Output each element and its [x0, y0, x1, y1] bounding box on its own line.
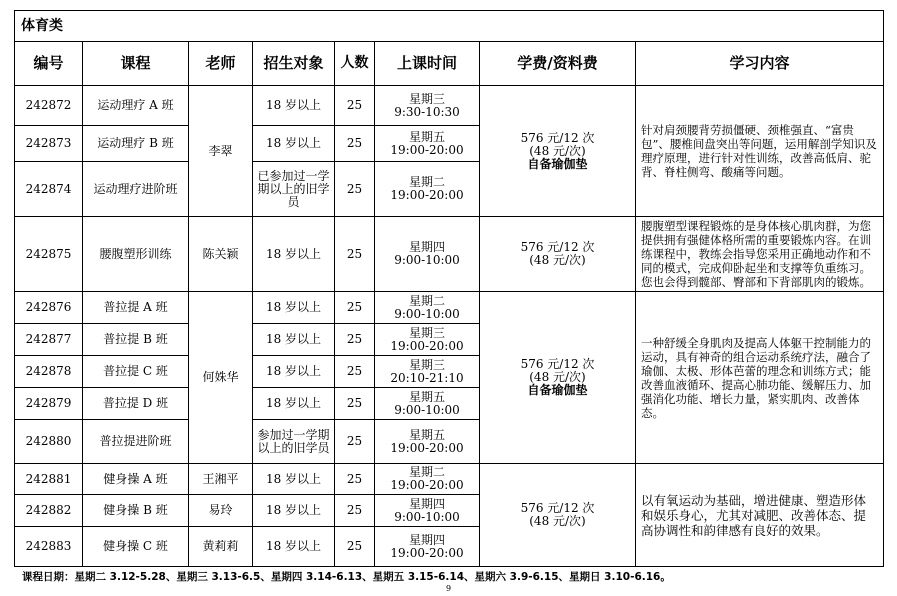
fee-cell	[480, 217, 636, 292]
course-code: 242880	[15, 420, 83, 464]
course-content: 一种舒缓全身肌肉及提高人体躯干控制能力的运动，具有神奇的组合运动系统疗法，融合了瑜伽、太极、形体芭蕾的理念和训练方式；能改善血液循环、提高心肺功能、缓解压力、加强消化功能、增长力量，紧实肌肉、改善体态。	[636, 292, 884, 464]
audience: 18 岁以上	[253, 495, 335, 527]
class-hours: 19:00-20:00	[390, 142, 464, 157]
class-hours: 9:30-10:30	[394, 104, 460, 119]
course-name: 健身操 C 班	[83, 527, 189, 567]
fee-total: 576 元/12 次	[520, 501, 595, 515]
class-size: 25	[335, 464, 375, 495]
class-time	[375, 495, 480, 527]
fee-cell	[480, 292, 636, 464]
table-row	[15, 217, 884, 292]
class-time	[375, 420, 480, 464]
course-code: 242877	[15, 324, 83, 356]
class-hours: 9:00-10:00	[394, 306, 460, 321]
class-time	[375, 527, 480, 567]
audience: 18 岁以上	[253, 324, 335, 356]
fee-total: 576 元/12 次	[520, 130, 595, 145]
header-fee: 学费/资料费	[480, 42, 636, 86]
audience: 18 岁以上	[253, 292, 335, 324]
course-code: 242883	[15, 527, 83, 567]
class-hours: 19:00-20:00	[390, 338, 464, 353]
fee-cell	[480, 86, 636, 217]
class-day: 星期五	[408, 427, 445, 442]
class-size: 25	[335, 495, 375, 527]
audience: 18 岁以上	[253, 388, 335, 420]
fee-cell	[480, 464, 636, 567]
class-hours: 19:00-20:00	[390, 478, 464, 492]
class-day: 星期五	[408, 389, 445, 404]
class-hours: 9:00-10:00	[394, 253, 460, 267]
class-time	[375, 388, 480, 420]
table-row	[15, 86, 884, 126]
class-hours: 9:00-10:00	[394, 509, 460, 524]
class-day: 星期三	[408, 325, 445, 340]
course-name: 普拉提 D 班	[83, 388, 189, 420]
teacher-name: 易玲	[189, 495, 253, 527]
audience: 18 岁以上	[253, 126, 335, 162]
teacher-name: 黄莉莉	[189, 527, 253, 567]
class-time	[375, 217, 480, 292]
course-code: 242874	[15, 162, 83, 217]
course-code: 242878	[15, 356, 83, 388]
class-time	[375, 324, 480, 356]
course-name: 运动理疗 B 班	[83, 126, 189, 162]
class-day: 星期三	[408, 357, 445, 372]
class-size: 25	[335, 420, 375, 464]
class-day: 星期五	[408, 129, 445, 144]
class-size: 25	[335, 527, 375, 567]
course-code: 242875	[15, 217, 83, 292]
class-day: 星期二	[408, 293, 445, 308]
class-size: 25	[335, 162, 375, 217]
course-code: 242881	[15, 464, 83, 495]
teacher-name: 何姝华	[189, 292, 253, 464]
teacher-name: 李翠	[189, 86, 253, 217]
class-day: 星期四	[408, 240, 445, 254]
fee-per-session: (48 元/次)	[529, 253, 586, 267]
header-teacher: 老师	[189, 42, 253, 86]
class-time	[375, 464, 480, 495]
fee-total: 576 元/12 次	[520, 357, 595, 371]
course-name: 腰腹塑形训练	[83, 217, 189, 292]
class-time	[375, 292, 480, 324]
header-content: 学习内容	[636, 42, 884, 86]
course-name: 运动理疗进阶班	[83, 162, 189, 217]
class-day: 星期三	[408, 91, 445, 106]
audience: 18 岁以上	[253, 217, 335, 292]
class-size: 25	[335, 126, 375, 162]
category-title: 体育类	[15, 11, 884, 42]
class-hours: 20:10-21:10	[390, 370, 464, 385]
header-time: 上课时间	[375, 42, 480, 86]
class-hours: 19:00-20:00	[390, 440, 464, 455]
course-name: 普拉提 B 班	[83, 324, 189, 356]
class-size: 25	[335, 217, 375, 292]
header-count: 人数	[335, 42, 375, 86]
course-name: 普拉提 A 班	[83, 292, 189, 324]
course-name: 运动理疗 A 班	[83, 86, 189, 126]
page-number: 9	[446, 584, 452, 593]
table-row	[15, 292, 884, 324]
class-time	[375, 86, 480, 126]
teacher-name: 陈关颖	[189, 217, 253, 292]
course-dates-footer: 课程日期：星期二 3.12-5.28、星期三 3.13-6.5、星期四 3.14-6.13、星期五 3.15-6.14、星期六 3.9-6.15、星期日 3.10-6.16。	[22, 571, 671, 583]
course-code: 242879	[15, 388, 83, 420]
class-time	[375, 162, 480, 217]
course-name: 健身操 B 班	[83, 495, 189, 527]
audience: 参加过一学期以上的旧学员	[253, 420, 335, 464]
header-audience: 招生对象	[253, 42, 335, 86]
course-name: 普拉提 C 班	[83, 356, 189, 388]
course-content: 腰腹塑型课程锻炼的是身体核心肌肉群，为您提供拥有强健体格所需的重要锻炼内容。在训练课程中，教练会指导您采用正确地动作和不同的模式，完成仰卧起坐和支撑等负重练习。您也会得到髋部、臀部和下背部肌肉的锻炼。	[636, 217, 884, 292]
audience: 18 岁以上	[253, 86, 335, 126]
fee-total: 576 元/12 次	[520, 240, 595, 254]
header-code: 编号	[15, 42, 83, 86]
audience: 18 岁以上	[253, 356, 335, 388]
header-row	[15, 42, 884, 86]
audience: 18 岁以上	[253, 527, 335, 567]
class-hours: 9:00-10:00	[394, 402, 460, 417]
fee-note: 自备瑜伽垫	[527, 156, 588, 171]
class-size: 25	[335, 86, 375, 126]
fee-per-session: (48 元/次)	[529, 143, 586, 158]
class-day: 星期二	[408, 175, 445, 189]
class-hours: 19:00-20:00	[390, 545, 464, 560]
course-code: 242876	[15, 292, 83, 324]
class-size: 25	[335, 324, 375, 356]
table-row	[15, 464, 884, 495]
class-size: 25	[335, 292, 375, 324]
header-course: 课程	[83, 42, 189, 86]
class-day: 星期二	[408, 465, 445, 479]
class-day: 星期四	[408, 496, 445, 511]
fee-per-session: (48 元/次)	[529, 514, 586, 528]
course-code: 242872	[15, 86, 83, 126]
course-code: 242873	[15, 126, 83, 162]
audience: 已参加过一学期以上的旧学员	[253, 162, 335, 217]
course-content: 针对肩颈腰背劳损僵硬、颈椎强直、“富贵包”、腰椎间盘突出等问题，运用解剖学知识及理疗原理，进行针对性训练，改善高低肩、驼背、脊柱侧弯、酸痛等问题。	[636, 86, 884, 217]
course-content: 以有氧运动为基础，增进健康、塑造形体和娱乐身心，尤其对减肥、改善体态、提高协调性和韵律感有良好的效果。	[636, 464, 884, 567]
class-hours: 19:00-20:00	[390, 188, 464, 202]
course-name: 普拉提进阶班	[83, 420, 189, 464]
class-size: 25	[335, 388, 375, 420]
class-time	[375, 126, 480, 162]
class-day: 星期四	[408, 532, 445, 547]
course-name: 健身操 A 班	[83, 464, 189, 495]
teacher-name: 王湘平	[189, 464, 253, 495]
fee-per-session: (48 元/次)	[529, 370, 586, 384]
fee-note: 自备瑜伽垫	[527, 383, 588, 397]
class-size: 25	[335, 356, 375, 388]
audience: 18 岁以上	[253, 464, 335, 495]
course-code: 242882	[15, 495, 83, 527]
course-schedule-table	[14, 10, 884, 567]
class-time	[375, 356, 480, 388]
